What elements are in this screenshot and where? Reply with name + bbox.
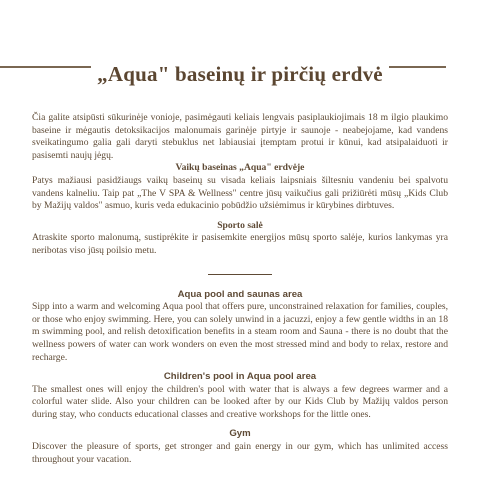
en-aqua-heading: Aqua pool and saunas area (177, 288, 303, 300)
en-kids-heading: Children's pool in Aqua pool area (163, 371, 317, 383)
lt-intro-paragraph: Čia galite atsipūsti sūkurinėje vonioje, pasimėgauti keliais lengvais pasiplaukiojimais 18 m ilgio plaukimo baseine ir mėgautis detoksikacijos malonumais garinėje pirtyje ir saunoje - neabejojame, kad vandens sveikatingumo galia gali daryti stebuklus net labiausiai įtemptam protui ir kūnui, kad atsipalaiduoti ir pasisemti naujų jėgų. (32, 112, 448, 161)
en-gym-heading: Gym (229, 428, 251, 440)
lt-kids-paragraph: Patys mažiausi pasidžiaugs vaikų baseinų su visada keliais laipsniais šiltesniu vandeniu bei spalvotu vandens kalneliu. Taip pat „The V SPA & Wellness" centre jūsų vaikučius gali prižiūrėti mūsų „Kids Club by Mažijų valdos" asmuo, kuris veda edukacinio pobūdžio užsiėmimus ir kūrybines dirbtuves. (32, 174, 448, 212)
lithuanian-section (32, 112, 448, 258)
page-title-text: „Aqua" baseinų ir pirčių erdvė (91, 62, 389, 86)
lt-gym-heading: Sporto salė (217, 219, 263, 231)
en-kids-paragraph: The smallest ones will enjoy the children's pool with water that is always a few degrees warmer and a colorful water slide. Also your children can be looked after by our Kids Club by Mažijų valdos person during stay, who conducts educational classes and creative workshops for the little ones. (32, 383, 448, 420)
en-gym-paragraph: Discover the pleasure of sports, get stronger and gain energy in our gym, which has unlimited access throughout your vacation. (32, 441, 448, 465)
content (32, 112, 448, 466)
lt-kids-heading: Vaikų baseinas „Aqua" erdvėje (175, 162, 305, 174)
english-section (32, 289, 448, 467)
en-aqua-paragraph: Sipp into a warm and welcoming Aqua pool that offers pure, unconstrained relaxation for families, couples, or those who enjoy swimming. Here, you can solely unwind in a jacuzzi, enjoy a few gentle widths in an 18 m swimming pool, and relish detoxification benefits in a steam room and Sauna - there is no doubt that the wellness powers of water can work wonders on even the most stressed mind and body to relax, restore and recharge. (32, 301, 448, 363)
page-title (0, 62, 480, 87)
lt-gym-paragraph: Atraskite sporto malonumą, sustiprėkite ir pasisemkite energijos mūsų sporto salėje, kurios lankymas yra neribotas viso jūsų poilsio metu. (32, 232, 448, 256)
